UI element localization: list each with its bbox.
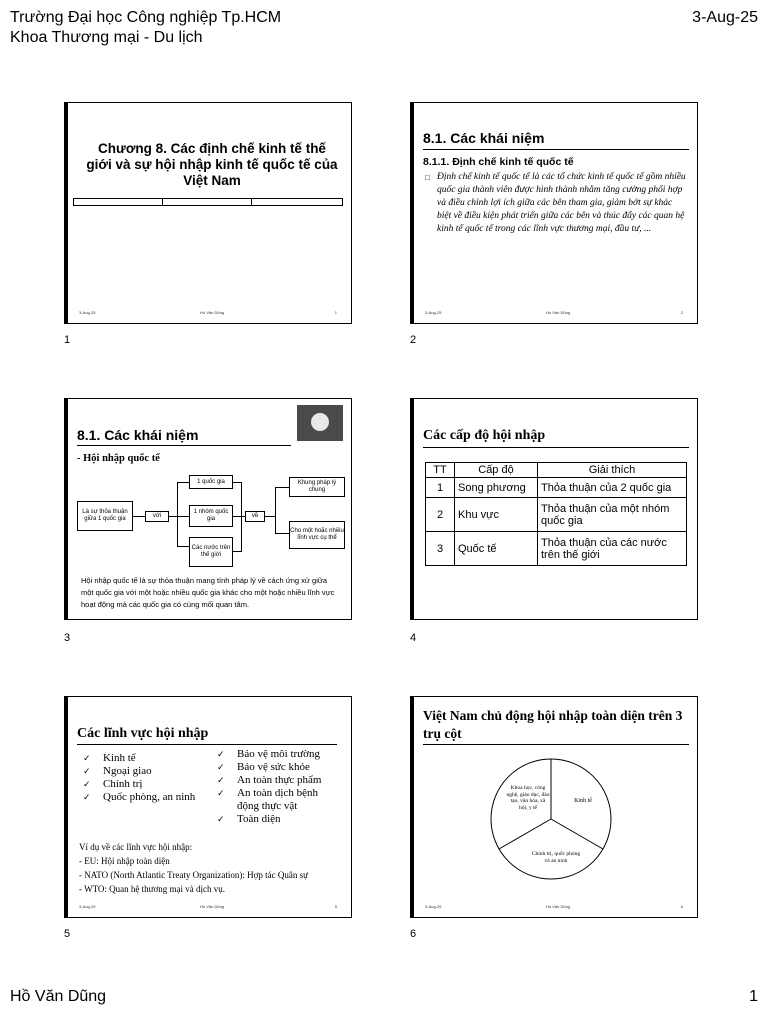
list-item: ✓ Kinh tế (83, 752, 136, 764)
pie-label-politics: Chính trị, quốc phòng và an ninh (531, 851, 581, 864)
check-icon: ✓ (217, 814, 225, 824)
list-item: ✓ Chính trị (83, 778, 143, 790)
slide-bullet-text: Định chế kinh tế quốc tế là các tổ chức kinh tế quốc tế gồm nhiều quốc gia thành viên được hình thành nhằm tăng cường phối hợp và điều chỉnh lợi ích giữa các bên tham gia, giảm bớt sự khác biệt về điều kiện phát triển giữa các bên và thúc đẩy các quan hệ kinh tế quốc tế trong các lĩnh vực thương mại, đầu tư, ... (437, 172, 686, 234)
pie-label-science: Khoa học, công nghệ, giáo dục, đào tạo, văn hóa, xã hội, y tế (506, 785, 550, 811)
slide-footer-author: Hồ Văn Dũng (200, 904, 225, 909)
slide-number: 6 (410, 928, 417, 940)
slide-number: 5 (64, 928, 71, 940)
slide-number: 1 (64, 334, 71, 346)
examples-title: Ví dụ về các lĩnh vực hội nhập: (79, 842, 193, 852)
table-cell: Quốc tế (455, 532, 538, 566)
table-cell: 2 (426, 498, 455, 532)
fields-left-list (83, 752, 195, 804)
check-icon: ✓ (217, 775, 225, 785)
title-rule (77, 744, 337, 745)
diagram-box-definition: Là sự thỏa thuận giữa 1 quốc gia (77, 501, 133, 531)
slide-footer-number: 1 (334, 310, 337, 315)
example-item: - WTO: Quan hệ thương mại và dịch vụ. (79, 884, 226, 894)
table-header: Cấp độ (455, 463, 538, 478)
slide-subtitle: - Hội nhập quốc tế (77, 453, 160, 464)
slide-subtitle: 8.1.1. Định chế kinh tế quốc tế (423, 156, 574, 168)
example-item: - NATO (North Atlantic Treaty Organization): Hợp tác Quân sự (79, 870, 309, 880)
slide-footer-author: Hồ Văn Dũng (546, 904, 571, 909)
faculty-name: Khoa Thương mại - Du lịch (10, 29, 203, 46)
example-item: - EU: Hội nhập toàn diện (79, 856, 170, 866)
table-row (426, 498, 687, 532)
title-rule (77, 445, 291, 446)
diagram-box-about: về (245, 511, 265, 522)
table-cell: Song phương (455, 478, 538, 498)
diagram-box-with: với (145, 511, 169, 522)
check-icon: ✓ (217, 762, 225, 772)
table-cell: Thỏa thuận của một nhóm quốc gia (538, 498, 687, 532)
table-cell: 3 (426, 532, 455, 566)
slide-paragraph: Hội nhập quốc tế là sự thỏa thuận mang tính pháp lý về cách ứng xử giữa một quốc gia với một hoặc nhiều quốc gia khác cho một hoặc nhiều lĩnh vực hoạt động mà các quốc gia có cùng mối quan tâm. (81, 576, 335, 609)
check-icon: ✓ (217, 788, 225, 798)
slide-6 (410, 696, 698, 918)
slide-2 (410, 102, 698, 324)
list-item: ✓ An toàn thực phẩm (217, 774, 322, 786)
title-rule (423, 149, 689, 150)
title-rule (423, 744, 689, 745)
page-number: 1 (749, 988, 758, 1005)
slide-footer-date: 3-Aug-25 (79, 904, 96, 909)
examples-block (79, 840, 308, 896)
slide-1 (64, 102, 352, 324)
list-item: ✓ An toàn dịch bệnh động thực vật (217, 787, 318, 812)
diagram-box-one-country: 1 quốc gia (189, 475, 233, 489)
slide-number: 3 (64, 632, 71, 644)
check-icon: ✓ (83, 753, 91, 763)
pie-label-economy: Kinh tế (574, 798, 592, 804)
slide-footer-number: 6 (680, 904, 683, 909)
author-name: Hồ Văn Dũng (10, 988, 107, 1005)
slide-title: 8.1. Các khái niệm (77, 427, 199, 443)
slide-footer-date: 3-Aug-25 (425, 310, 442, 315)
slide-footer-author: Hồ Văn Dũng (546, 310, 571, 315)
table-row (426, 532, 687, 566)
globe-logo-icon (297, 405, 343, 441)
slide-4 (410, 398, 698, 620)
table-header-row (426, 463, 687, 478)
table-row (426, 478, 687, 498)
header-date: 3-Aug-25 (692, 9, 758, 26)
title-bar (73, 198, 343, 206)
school-name: Trường Đại học Công nghiệp Tp.HCM (10, 9, 282, 26)
diagram-box-world: Các nước trên thế giới (189, 537, 233, 567)
diagram-box-country-group: 1 nhóm quốc gia (189, 505, 233, 527)
check-icon: ✓ (83, 766, 91, 776)
list-item: ✓ Toàn diện (217, 813, 281, 825)
table-header: TT (426, 463, 455, 478)
slide-3 (64, 398, 352, 620)
slide-footer-number: 5 (334, 904, 337, 909)
diagram-box-legal-framework: Khung pháp lý chung (289, 477, 345, 497)
table-cell: Thỏa thuận của 2 quốc gia (538, 478, 687, 498)
slide-title: Việt Nam chủ động hội nhập toàn diện trên 3 trụ cột (423, 708, 683, 741)
check-icon: ✓ (217, 749, 225, 759)
title-rule (423, 447, 689, 448)
list-item: ✓ Bảo vệ sức khỏe (217, 761, 310, 773)
table-cell: 1 (426, 478, 455, 498)
slide-title: Các cấp độ hội nhập (423, 428, 546, 443)
fields-right-list (217, 748, 335, 826)
slide-footer-author: Hồ Văn Dũng (200, 310, 225, 315)
integration-levels-table (425, 462, 687, 566)
list-item: ✓ Ngoại giao (83, 765, 152, 777)
diagram-box-specific-fields: Cho một hoặc nhiều lĩnh vực cụ thể (289, 521, 345, 549)
table-header: Giải thích (538, 463, 687, 478)
slide-footer-date: 3-Aug-25 (425, 904, 442, 909)
slide-title: 8.1. Các khái niệm (423, 130, 545, 146)
slide-title: Các lĩnh vực hội nhập (77, 726, 209, 741)
slide-title: Chương 8. Các định chế kinh tế thế giới và sự hội nhập kinh tế quốc tế của Việt Nam (86, 141, 338, 188)
check-icon: ✓ (83, 792, 91, 802)
slide-number: 4 (410, 632, 417, 644)
list-item: ✓ Quốc phòng, an ninh (83, 791, 196, 803)
list-item: ✓ Bảo vệ môi trường (217, 748, 320, 760)
slide-number: 2 (410, 334, 417, 346)
check-icon: ✓ (83, 779, 91, 789)
slide-footer-date: 3-Aug-25 (79, 310, 96, 315)
table-cell: Khu vực (455, 498, 538, 532)
slide-5 (64, 696, 352, 918)
slide-footer-number: 2 (680, 310, 683, 315)
table-cell: Thỏa thuận của các nước trên thế giới (538, 532, 687, 566)
bullet-box-icon: □ (425, 173, 430, 182)
